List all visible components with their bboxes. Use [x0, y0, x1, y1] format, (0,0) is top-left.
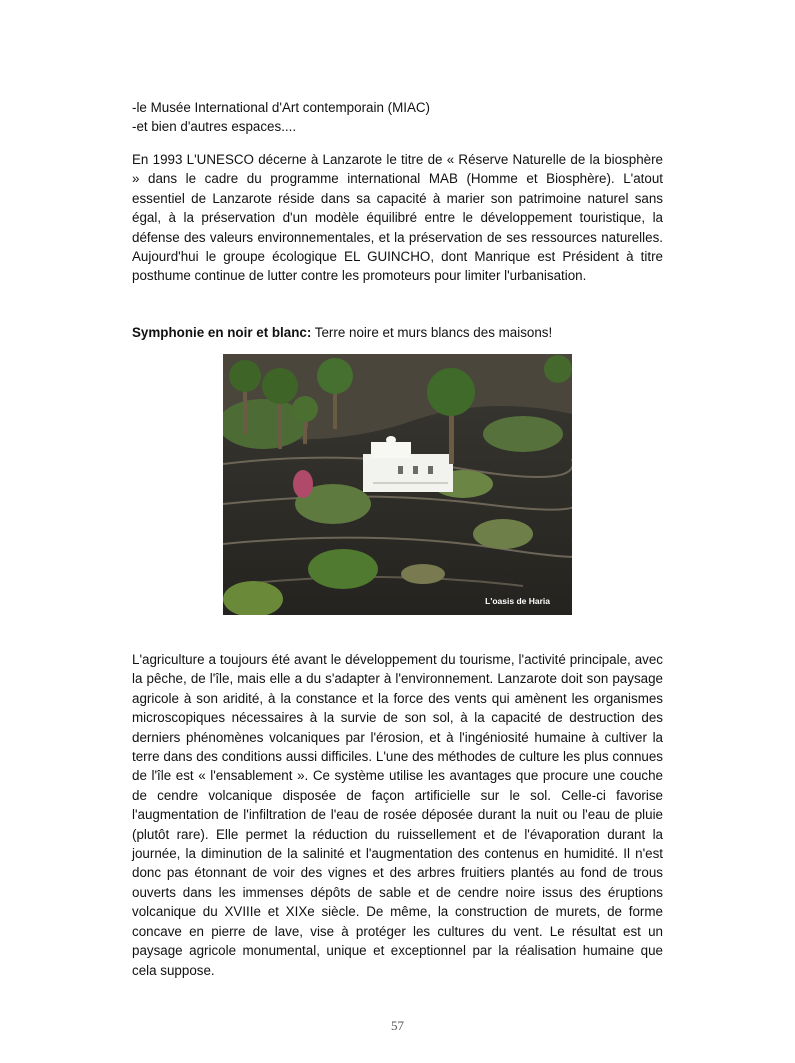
paragraph-unesco-text: En 1993 L'UNESCO décerne à Lanzarote le titre de « Réserve Naturelle de la biosphère » dans le cadre du programme international MAB (Homme et Biosphère). L'atout essentiel de Lanzarote réside dans sa capacité à marier son patrimoine naturel sans égal, à la préservation d'un modèle équilibré entre le développement touristique, la défense des valeurs environnementales, et la préservation de ses ressources naturelles. Aujourd'hui le groupe écologique EL GUINCHO, dont Manrique est Président à titre posthume continue de lutter contre les promoteurs pour limiter l'urbanisation. [132, 152, 663, 284]
paragraph-agriculture [132, 650, 663, 980]
photo-caption: L'oasis de Haria [485, 596, 550, 606]
page-number: 57 [391, 1018, 404, 1033]
landscape-photo [223, 354, 572, 615]
oasis-landscape-illustration [223, 354, 572, 615]
list-item-miac: -le Musée International d'Art contemporain (MIAC) [132, 100, 431, 115]
paragraph-agriculture-text: L'agriculture a toujours été avant le développement du tourisme, l'activité principale, avec la pêche, de l'île, mais elle a du s'adapter à l'environnement. Lanzarote doit son paysage agricole à son aridité, à la constance et la force des vents qui amènent les organismes microscopiques nécessaires à la survie de son sol, à la capacité de destruction des derniers phénomènes volcaniques par l'érosion, et à l'ingéniosité humaine à cultiver la terre dans des conditions aussi difficiles. L'une des méthodes de culture les plus connues de l'île est « l'ensablement ». Ce système utilise les avantages que procure une couche de cendre volcanique disposée de façon artificielle sur le sol. Celle-ci favorise l'augmentation de l'infiltration de l'eau de rosée déposée durant la nuit ou l'eau de pluie (plutôt rare). Elle permet la réduction du ruissellement et de l'évaporation durant la journée, la diminution de la salinité et l'augmentation des contenus en humidité. Il n'est donc pas étonnant de voir des vignes et des arbres fruitiers plantés au fond de trous ouverts dans les immenses dépôts de sable et de cendre noire issus des éruptions volcanique du XVIIIe et XIXe siècle. De même, la construction de murets, de forme concave en pierre de lave, vise à protéger les cultures du vent. Le résultat est un paysage agricole monumental, unique et exceptionnel par la réalisation humaine que cela suppose. [132, 652, 663, 978]
section-subheading [132, 323, 552, 342]
paragraph-unesco [132, 150, 663, 286]
subheading-bold: Symphonie en noir et blanc: [132, 325, 312, 340]
list-item-other-spaces: -et bien d'autres espaces.... [132, 119, 297, 134]
subheading-text: Terre noire et murs blancs des maisons! [311, 325, 553, 340]
